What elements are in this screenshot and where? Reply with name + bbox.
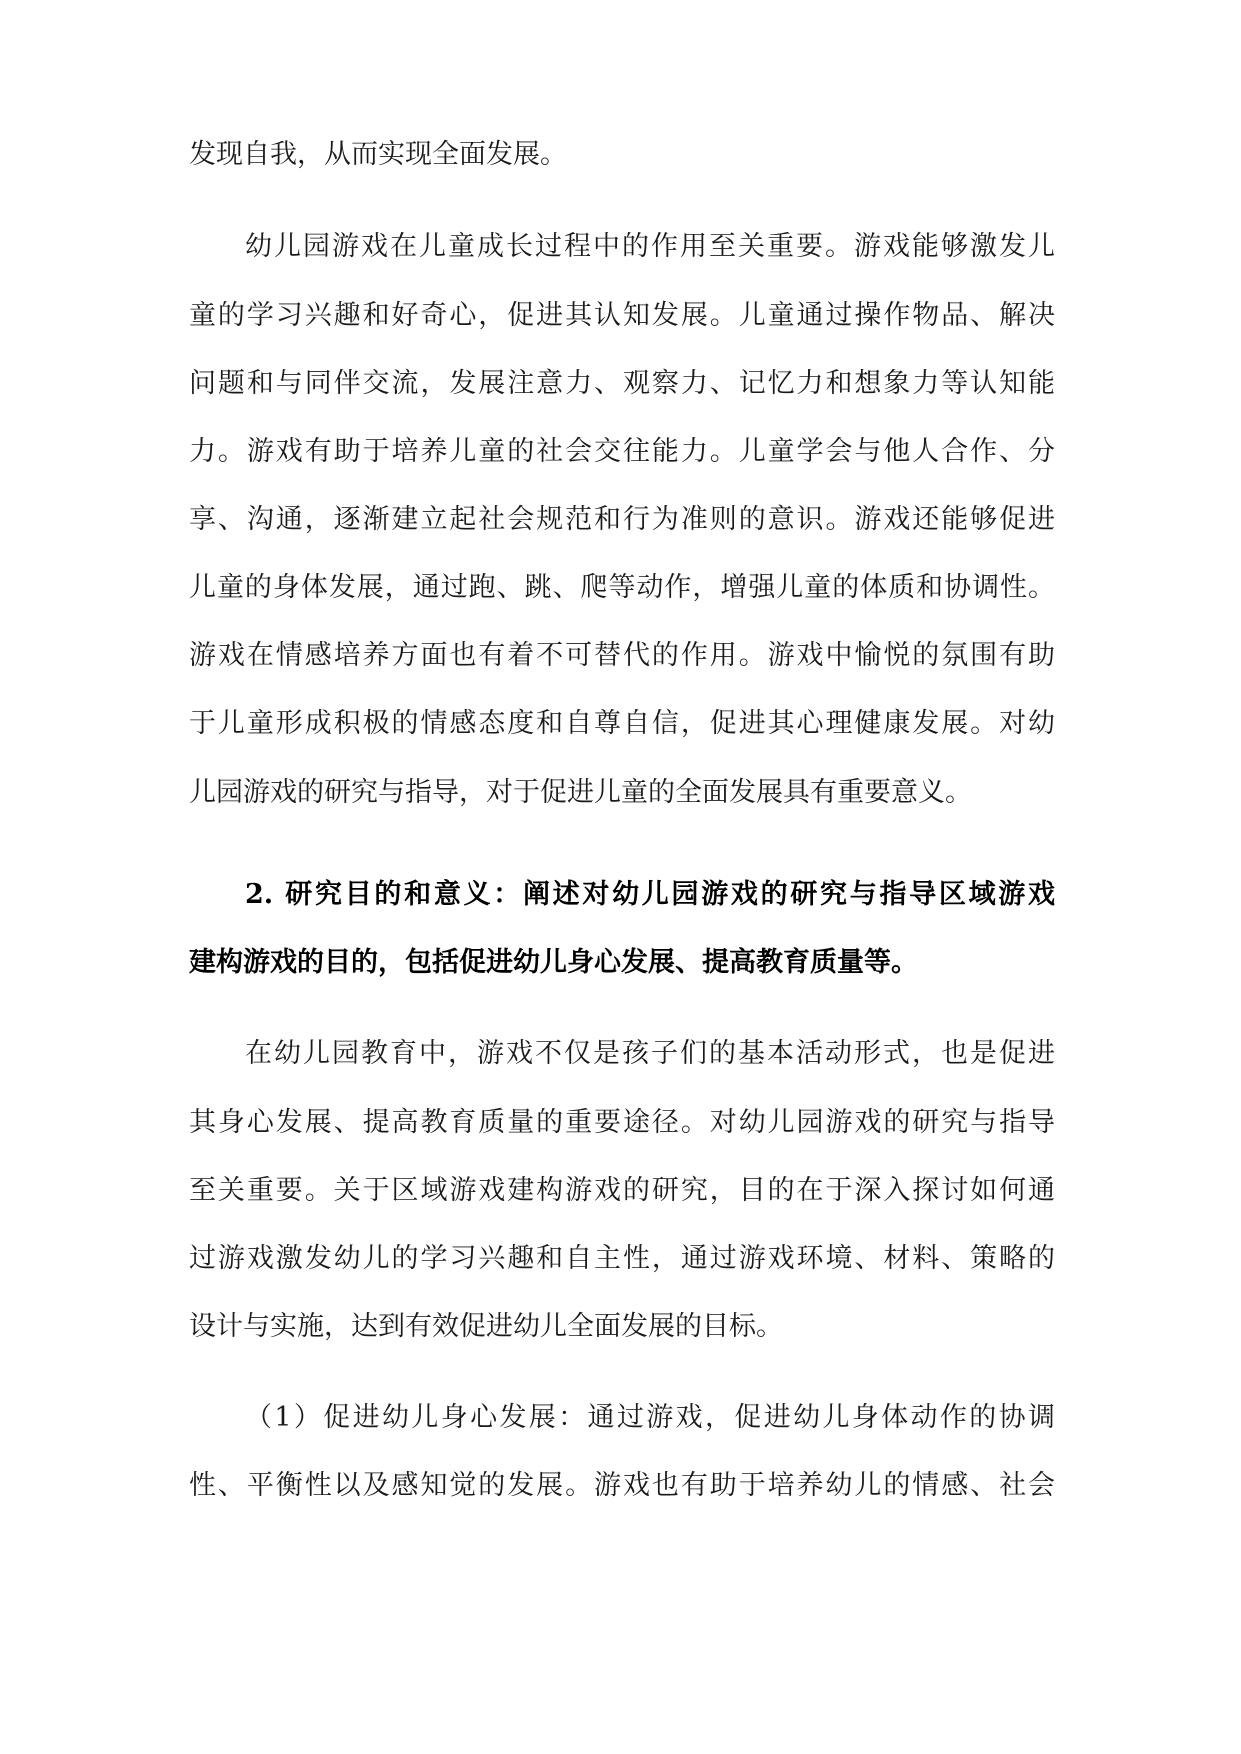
text-line: 童的学习兴趣和好奇心，促进其认知发展。儿童通过操作物品、解决	[189, 300, 1055, 331]
text-line: 问题和与同伴交流，发展注意力、观察力、记忆力和想象力等认知能	[189, 368, 1055, 399]
text-line: 设计与实施，达到有效促进幼儿全面发展的目标。	[189, 1311, 783, 1342]
section-heading-line: 建构游戏的目的，包括促进幼儿身心发展、提高教育质量等。	[189, 947, 918, 978]
section-heading-line: 2. 研究目的和意义：阐述对幼儿园游戏的研究与指导区域游戏	[245, 879, 1055, 910]
text-line: 儿童的身体发展，通过跑、跳、爬等动作，增强儿童的体质和协调性。	[189, 572, 1055, 603]
text-line: 其身心发展、提高教育质量的重要途径。对幼儿园游戏的研究与指导	[189, 1107, 1055, 1138]
text-line: 儿园游戏的研究与指导，对于促进儿童的全面发展具有重要意义。	[189, 777, 972, 808]
text-line: 力。游戏有助于培养儿童的社会交往能力。儿童学会与他人合作、分	[189, 436, 1055, 467]
text-line: 至关重要。关于区域游戏建构游戏的研究，目的在于深入探讨如何通	[189, 1175, 1055, 1206]
text-line: 性、平衡性以及感知觉的发展。游戏也有助于培养幼儿的情感、社会	[189, 1470, 1055, 1501]
text-line: 游戏在情感培养方面也有着不可替代的作用。游戏中愉悦的氛围有助	[189, 640, 1055, 671]
text-line: 享、沟通，逐渐建立起社会规范和行为准则的意识。游戏还能够促进	[189, 504, 1055, 535]
text-line: （1）促进幼儿身心发展：通过游戏，促进幼儿身体动作的协调	[245, 1402, 1055, 1433]
text-line: 幼儿园游戏在儿童成长过程中的作用至关重要。游戏能够激发儿	[245, 231, 1055, 262]
text-line: 在幼儿园教育中，游戏不仅是孩子们的基本活动形式，也是促进	[245, 1038, 1055, 1069]
text-line: 过游戏激发幼儿的学习兴趣和自主性，通过游戏环境、材料、策略的	[189, 1243, 1055, 1274]
text-line: 发现自我，从而实现全面发展。	[189, 139, 567, 170]
text-line: 于儿童形成积极的情感态度和自尊自信，促进其心理健康发展。对幼	[189, 708, 1055, 739]
